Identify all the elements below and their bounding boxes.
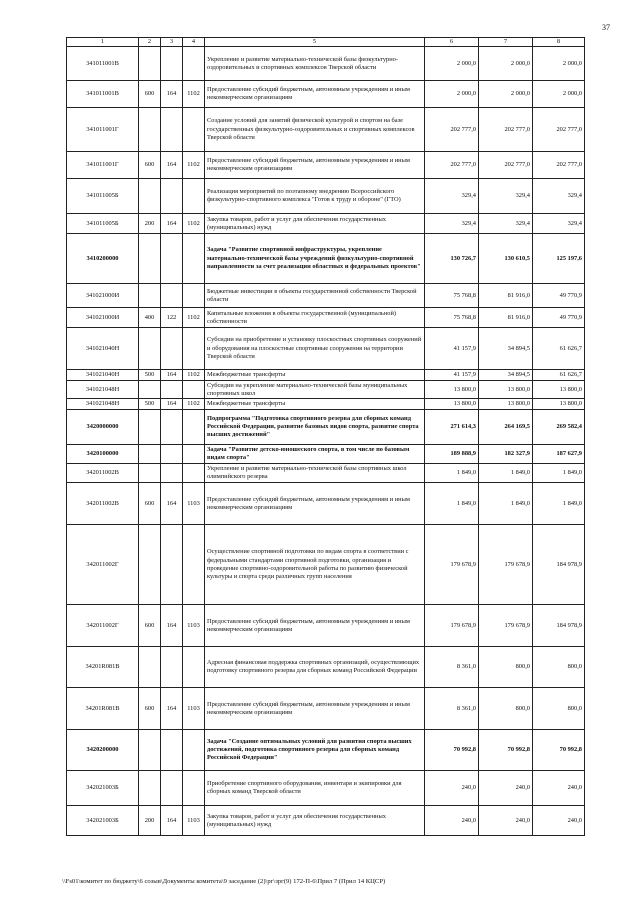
code-cell: 341011001Г	[67, 152, 139, 179]
amount-year2-cell: 240,0	[479, 806, 533, 836]
expense-type-cell	[139, 445, 161, 464]
expense-type-cell	[139, 47, 161, 81]
amount-year2-cell: 70 992,8	[479, 730, 533, 771]
section-cell: 1102	[183, 308, 205, 328]
admin-code-cell: 164	[161, 81, 183, 108]
description-cell: Предоставление субсидий бюджетным, автономным учреждениям и иным некоммерческим организациям	[205, 688, 425, 730]
code-cell: 34201R081В	[67, 647, 139, 688]
amount-year3-cell: 329,4	[533, 214, 585, 234]
code-cell: 34201R081В	[67, 688, 139, 730]
amount-year2-cell: 182 327,9	[479, 445, 533, 464]
expense-type-cell	[139, 730, 161, 771]
table-row	[67, 179, 585, 214]
header-cell: 3	[161, 38, 183, 47]
section-cell: 1102	[183, 399, 205, 410]
description-cell: Приобретение спортивного оборудования, инвентаря и экипировки для сборных команд Тверской области	[205, 771, 425, 806]
amount-year3-cell: 240,0	[533, 771, 585, 806]
section-cell	[183, 328, 205, 370]
admin-code-cell	[161, 730, 183, 771]
code-cell: 341021000И	[67, 308, 139, 328]
amount-year2-cell: 202 777,0	[479, 108, 533, 152]
expense-type-cell	[139, 328, 161, 370]
admin-code-cell	[161, 381, 183, 399]
expense-type-cell: 600	[139, 152, 161, 179]
amount-year2-cell: 81 916,0	[479, 308, 533, 328]
admin-code-cell	[161, 179, 183, 214]
table-row	[67, 47, 585, 81]
table-row	[67, 284, 585, 308]
amount-year1-cell: 179 678,9	[425, 605, 479, 647]
amount-year3-cell: 2 000,0	[533, 81, 585, 108]
description-cell: Адресная финансовая поддержка спортивных организаций, осуществляющих подготовку спортивного резерва для сборных команд Российской Федерации	[205, 647, 425, 688]
code-cell: 342011002В	[67, 464, 139, 483]
description-cell: Закупка товаров, работ и услуг для обеспечения государственных (муниципальных) нужд	[205, 214, 425, 234]
amount-year2-cell: 800,0	[479, 647, 533, 688]
amount-year1-cell: 240,0	[425, 806, 479, 836]
admin-code-cell	[161, 47, 183, 81]
amount-year3-cell: 13 800,0	[533, 399, 585, 410]
amount-year1-cell: 202 777,0	[425, 152, 479, 179]
amount-year3-cell: 61 626,7	[533, 370, 585, 381]
amount-year3-cell: 187 627,9	[533, 445, 585, 464]
amount-year3-cell: 269 582,4	[533, 410, 585, 445]
admin-code-cell	[161, 771, 183, 806]
section-cell: 1103	[183, 688, 205, 730]
amount-year2-cell: 329,4	[479, 179, 533, 214]
amount-year1-cell: 329,4	[425, 179, 479, 214]
code-cell: 3420100000	[67, 445, 139, 464]
amount-year2-cell: 1 849,0	[479, 483, 533, 525]
code-cell: 341021048Н	[67, 381, 139, 399]
section-cell: 1102	[183, 370, 205, 381]
table-row	[67, 605, 585, 647]
amount-year2-cell: 1 849,0	[479, 464, 533, 483]
table-body	[67, 47, 585, 836]
amount-year3-cell: 202 777,0	[533, 152, 585, 179]
expense-type-cell: 600	[139, 483, 161, 525]
code-cell: 341021040Н	[67, 328, 139, 370]
amount-year3-cell: 49 770,9	[533, 308, 585, 328]
expense-type-cell: 400	[139, 308, 161, 328]
header-cell: 8	[533, 38, 585, 47]
amount-year3-cell: 13 800,0	[533, 381, 585, 399]
description-cell: Капитальные вложения в объекты государственной (муниципальной) собственности	[205, 308, 425, 328]
section-cell: 1103	[183, 806, 205, 836]
amount-year3-cell: 70 992,8	[533, 730, 585, 771]
amount-year1-cell: 75 768,8	[425, 308, 479, 328]
table-row	[67, 730, 585, 771]
amount-year2-cell: 264 169,5	[479, 410, 533, 445]
section-cell	[183, 179, 205, 214]
section-cell	[183, 771, 205, 806]
admin-code-cell: 164	[161, 688, 183, 730]
section-cell: 1103	[183, 605, 205, 647]
table-row	[67, 308, 585, 328]
code-cell: 342011002Г	[67, 605, 139, 647]
code-cell: 342021003Б	[67, 806, 139, 836]
expense-type-cell	[139, 647, 161, 688]
section-cell	[183, 445, 205, 464]
code-cell: 342021003Б	[67, 771, 139, 806]
amount-year1-cell: 8 361,0	[425, 647, 479, 688]
amount-year2-cell: 800,0	[479, 688, 533, 730]
amount-year3-cell: 1 849,0	[533, 464, 585, 483]
admin-code-cell: 164	[161, 605, 183, 647]
expense-type-cell: 600	[139, 81, 161, 108]
code-cell: 341011001Г	[67, 108, 139, 152]
amount-year2-cell: 34 894,5	[479, 370, 533, 381]
admin-code-cell: 164	[161, 370, 183, 381]
header-row	[67, 38, 585, 47]
table-row	[67, 525, 585, 605]
description-cell: Задача "Создание оптимальных условий для развития спорта высших достижений, подготовка спортивного резерва для сборных команд Российской Федерации"	[205, 730, 425, 771]
section-cell	[183, 647, 205, 688]
admin-code-cell	[161, 647, 183, 688]
description-cell: Создание условий для занятий физической культурой и спортом на базе государственных физкультурно-оздоровительных и спортивных комплексов Тверской области	[205, 108, 425, 152]
expense-type-cell: 500	[139, 370, 161, 381]
amount-year3-cell: 61 626,7	[533, 328, 585, 370]
description-cell: Предоставление субсидий бюджетным, автономным учреждениям и иным некоммерческим организациям	[205, 152, 425, 179]
expense-type-cell	[139, 108, 161, 152]
table-row	[67, 108, 585, 152]
header-cell: 5	[205, 38, 425, 47]
code-cell: 342011002В	[67, 483, 139, 525]
amount-year1-cell: 41 157,9	[425, 328, 479, 370]
admin-code-cell: 164	[161, 399, 183, 410]
expense-type-cell	[139, 284, 161, 308]
description-cell: Межбюджетные трансферты	[205, 399, 425, 410]
amount-year1-cell: 70 992,8	[425, 730, 479, 771]
admin-code-cell: 122	[161, 308, 183, 328]
amount-year1-cell: 1 849,0	[425, 464, 479, 483]
amount-year2-cell: 329,4	[479, 214, 533, 234]
table-row	[67, 399, 585, 410]
amount-year3-cell: 49 770,9	[533, 284, 585, 308]
expense-type-cell	[139, 179, 161, 214]
description-cell: Укрепление и развитие материально-технической базы физкультурно-оздоровительных и спортивных комплексов Тверской области	[205, 47, 425, 81]
admin-code-cell: 164	[161, 152, 183, 179]
page-number: 37	[602, 23, 610, 32]
admin-code-cell	[161, 464, 183, 483]
amount-year1-cell: 2 000,0	[425, 47, 479, 81]
description-cell: Субсидии на укрепление материально-технической базы муниципальных спортивных школ	[205, 381, 425, 399]
section-cell: 1103	[183, 483, 205, 525]
file-path-footer: \\Fs01\комитет по бюджету\6 созыв\Документы комитета\9 заседание (2)\рг\зрг(9) 172-П-6\Прил 7 (Прил 14 КЦСР)	[62, 878, 386, 885]
expense-type-cell	[139, 410, 161, 445]
table-row	[67, 152, 585, 179]
amount-year3-cell: 2 000,0	[533, 47, 585, 81]
table-row	[67, 214, 585, 234]
admin-code-cell: 164	[161, 214, 183, 234]
description-cell: Предоставление субсидий бюджетным, автономным учреждениям и иным некоммерческим организациям	[205, 605, 425, 647]
amount-year3-cell: 800,0	[533, 647, 585, 688]
section-cell: 1102	[183, 214, 205, 234]
section-cell	[183, 381, 205, 399]
admin-code-cell	[161, 284, 183, 308]
table-row	[67, 647, 585, 688]
code-cell: 342011002Г	[67, 525, 139, 605]
amount-year2-cell: 179 678,9	[479, 525, 533, 605]
code-cell: 341021000И	[67, 284, 139, 308]
section-cell: 1102	[183, 152, 205, 179]
amount-year1-cell: 202 777,0	[425, 108, 479, 152]
code-cell: 3410200000	[67, 234, 139, 284]
table-row	[67, 234, 585, 284]
header-cell: 7	[479, 38, 533, 47]
description-cell: Осуществление спортивной подготовки по видам спорта в соответствии с федеральными стандартами спортивной подготовки, организация и проведение спортивно-оздоровительной работы по развитию физической культуры и спорта среди различных групп населения	[205, 525, 425, 605]
amount-year1-cell: 240,0	[425, 771, 479, 806]
amount-year3-cell: 184 978,9	[533, 525, 585, 605]
amount-year2-cell: 2 000,0	[479, 47, 533, 81]
description-cell: Предоставление субсидий бюджетным, автономным учреждениям и иным некоммерческим организациям	[205, 81, 425, 108]
code-cell: 341011005Б	[67, 179, 139, 214]
amount-year3-cell: 240,0	[533, 806, 585, 836]
description-cell: Реализация мероприятий по поэтапному внедрению Всероссийского физкультурно-спортивного комплекса "Готов к труду и обороне" (ГТО)	[205, 179, 425, 214]
section-cell	[183, 464, 205, 483]
description-cell: Укрепление и развитие материально-технической базы спортивных школ олимпийского резерва	[205, 464, 425, 483]
section-cell	[183, 108, 205, 152]
table-row	[67, 445, 585, 464]
amount-year1-cell: 179 678,9	[425, 525, 479, 605]
section-cell	[183, 410, 205, 445]
code-cell: 3420200000	[67, 730, 139, 771]
admin-code-cell	[161, 525, 183, 605]
amount-year3-cell: 329,4	[533, 179, 585, 214]
code-cell: 341011001В	[67, 81, 139, 108]
description-cell: Задача "Развитие детско-юношеского спорта, в том числе по базовым видам спорта"	[205, 445, 425, 464]
amount-year3-cell: 184 978,9	[533, 605, 585, 647]
admin-code-cell: 164	[161, 483, 183, 525]
amount-year2-cell: 240,0	[479, 771, 533, 806]
code-cell: 341011005Б	[67, 214, 139, 234]
code-cell: 341021048Н	[67, 399, 139, 410]
header-cell: 4	[183, 38, 205, 47]
amount-year1-cell: 329,4	[425, 214, 479, 234]
amount-year1-cell: 1 849,0	[425, 483, 479, 525]
table-row	[67, 381, 585, 399]
amount-year2-cell: 34 894,5	[479, 328, 533, 370]
amount-year1-cell: 2 000,0	[425, 81, 479, 108]
code-cell: 341021040Н	[67, 370, 139, 381]
expense-type-cell: 600	[139, 605, 161, 647]
table-row	[67, 81, 585, 108]
expense-type-cell: 200	[139, 214, 161, 234]
expense-type-cell	[139, 381, 161, 399]
table-row	[67, 328, 585, 370]
amount-year1-cell: 13 800,0	[425, 399, 479, 410]
admin-code-cell: 164	[161, 806, 183, 836]
expense-type-cell	[139, 525, 161, 605]
amount-year2-cell: 130 610,5	[479, 234, 533, 284]
description-cell: Закупка товаров, работ и услуг для обеспечения государственных (муниципальных) нужд	[205, 806, 425, 836]
expense-type-cell: 500	[139, 399, 161, 410]
amount-year1-cell: 130 726,7	[425, 234, 479, 284]
amount-year1-cell: 75 768,8	[425, 284, 479, 308]
amount-year2-cell: 179 678,9	[479, 605, 533, 647]
expense-type-cell	[139, 771, 161, 806]
admin-code-cell	[161, 328, 183, 370]
header-cell: 1	[67, 38, 139, 47]
description-cell: Межбюджетные трансферты	[205, 370, 425, 381]
admin-code-cell	[161, 410, 183, 445]
code-cell: 341011001В	[67, 47, 139, 81]
amount-year1-cell: 189 888,9	[425, 445, 479, 464]
amount-year2-cell: 202 777,0	[479, 152, 533, 179]
expense-type-cell: 600	[139, 688, 161, 730]
admin-code-cell	[161, 445, 183, 464]
amount-year1-cell: 8 361,0	[425, 688, 479, 730]
amount-year1-cell: 13 800,0	[425, 381, 479, 399]
section-cell	[183, 284, 205, 308]
amount-year1-cell: 271 614,3	[425, 410, 479, 445]
code-cell: 3420000000	[67, 410, 139, 445]
description-cell: Бюджетные инвестиции в объекты государственной собственности Тверской области	[205, 284, 425, 308]
table-row	[67, 370, 585, 381]
expense-type-cell: 200	[139, 806, 161, 836]
description-cell: Подпрограмма "Подготовка спортивного резерва для сборных команд Российской Федерации, развитие базовых видов спорта, развитие спорта высших достижений"	[205, 410, 425, 445]
section-cell	[183, 47, 205, 81]
table-row	[67, 771, 585, 806]
section-cell: 1102	[183, 81, 205, 108]
expense-type-cell	[139, 234, 161, 284]
amount-year3-cell: 202 777,0	[533, 108, 585, 152]
amount-year2-cell: 2 000,0	[479, 81, 533, 108]
table-row	[67, 464, 585, 483]
description-cell: Субсидии на приобретение и установку плоскостных спортивных сооружений и оборудования на плоскостные спортивные сооружения на территории Тверской области	[205, 328, 425, 370]
expense-type-cell	[139, 464, 161, 483]
table-row	[67, 410, 585, 445]
description-cell: Задача "Развитие спортивной инфраструктуры, укрепление материально-технической базы учреждений физкультурно-спортивной направленности за счет реализации областных и федеральных проектов"	[205, 234, 425, 284]
section-cell	[183, 525, 205, 605]
admin-code-cell	[161, 234, 183, 284]
header-cell: 6	[425, 38, 479, 47]
budget-table	[66, 37, 585, 836]
table-row	[67, 806, 585, 836]
amount-year3-cell: 800,0	[533, 688, 585, 730]
amount-year2-cell: 13 800,0	[479, 399, 533, 410]
table-row	[67, 483, 585, 525]
section-cell	[183, 234, 205, 284]
amount-year3-cell: 125 197,6	[533, 234, 585, 284]
header-cell: 2	[139, 38, 161, 47]
amount-year3-cell: 1 849,0	[533, 483, 585, 525]
amount-year1-cell: 41 157,9	[425, 370, 479, 381]
description-cell: Предоставление субсидий бюджетным, автономным учреждениям и иным некоммерческим организациям	[205, 483, 425, 525]
amount-year2-cell: 81 916,0	[479, 284, 533, 308]
admin-code-cell	[161, 108, 183, 152]
amount-year2-cell: 13 800,0	[479, 381, 533, 399]
section-cell	[183, 730, 205, 771]
table-row	[67, 688, 585, 730]
